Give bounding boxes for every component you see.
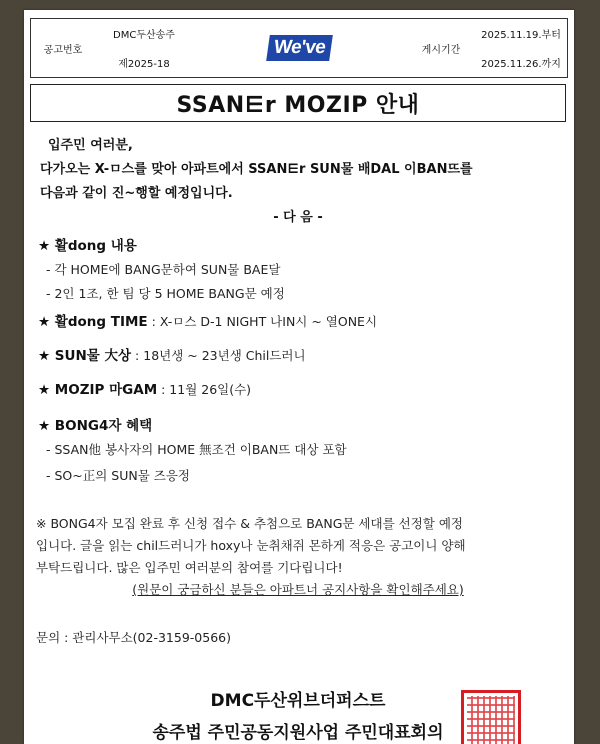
footer-org-line-1: DMC두산위브더퍼스트 bbox=[210, 691, 386, 711]
gift-target-value: : 18년생 ~ 23년생 Chil드러니 bbox=[131, 348, 306, 363]
logo-cell bbox=[193, 19, 407, 77]
period-end: 2025.11.26.까지 bbox=[481, 59, 561, 70]
volunteer-benefit-heading: ★ BONG4자 혜택 bbox=[38, 418, 153, 434]
activity-time bbox=[38, 310, 377, 330]
notice-number: 제2025-18 bbox=[118, 59, 170, 70]
divider-text: - 다 음 - bbox=[273, 210, 323, 225]
recruit-deadline-label: ★ MOZIP 마GAM bbox=[38, 382, 158, 398]
official-seal-stamp bbox=[461, 690, 521, 744]
notice-number-label: 공고번호 bbox=[43, 44, 83, 56]
activity-detail-1: - 각 HOME에 BANG문하여 SUN물 BAE달 bbox=[46, 262, 281, 277]
benefit-detail-2: - SO~正의 SUN물 즈응정 bbox=[46, 468, 190, 483]
intro-line-2: 다음과 같이 진~행할 예정입니다. bbox=[40, 186, 233, 201]
note-line-1: ※ BONG4자 모집 완료 후 신청 접수 & 추첨으로 BANG문 세대를 선정할 예정 bbox=[36, 516, 463, 531]
recruit-deadline bbox=[38, 378, 251, 398]
benefit-detail-1: - SSAN他 봉사자의 HOME 無조건 이BAN뜨 대상 포함 bbox=[46, 442, 347, 457]
gift-target-label: ★ SUN물 大상 bbox=[38, 348, 132, 364]
period-start: 2025.11.19.부터 bbox=[481, 30, 561, 41]
activity-heading: ★ 활dong 내용 bbox=[38, 238, 137, 254]
weve-logo: We've bbox=[267, 35, 334, 61]
gift-target bbox=[38, 344, 306, 364]
greeting: 입주민 여러분, bbox=[48, 138, 133, 153]
intro-line-1: 다가오는 X-ㅁ스를 맞아 아파트에서 SSAN⋿r SUN물 배DAL 이BAN뜨를 bbox=[40, 162, 473, 177]
notice-header-table bbox=[30, 18, 568, 78]
notice-document bbox=[24, 10, 574, 744]
notice-title: SSAN⋿r MOZIP 안내 bbox=[30, 84, 566, 122]
activity-detail-2: - 2인 1조, 한 팀 당 5 HOME BANG문 예정 bbox=[46, 286, 285, 301]
posting-period-label: 게시기간 bbox=[421, 44, 461, 56]
organization-name: DMC두산송주 bbox=[113, 30, 175, 41]
note-line-3: 부탁드립니다. 많은 입주민 여러분의 참여를 기다립니다! bbox=[36, 560, 343, 575]
contact-info: 문의 : 관리사무소(02-3159-0566) bbox=[36, 630, 231, 645]
footer-org-line-2: 송주법 주민공동지원사업 주민대표회의 bbox=[152, 723, 444, 743]
activity-time-value: : X-ㅁ스 D-1 NIGHT 나IN시 ~ 열ONE시 bbox=[147, 314, 378, 329]
activity-time-label: ★ 활dong TIME bbox=[38, 314, 148, 330]
note-line-4: (원문이 궁금하신 분들은 아파트너 공지사항을 확인해주세요) bbox=[132, 582, 464, 597]
recruit-deadline-value: : 11월 26일(수) bbox=[157, 382, 252, 397]
note-line-2: 입니다. 글을 읽는 chil드러니가 hoxy나 눈취채쥐 몬하게 적응은 공고이니 양해 bbox=[36, 538, 466, 553]
